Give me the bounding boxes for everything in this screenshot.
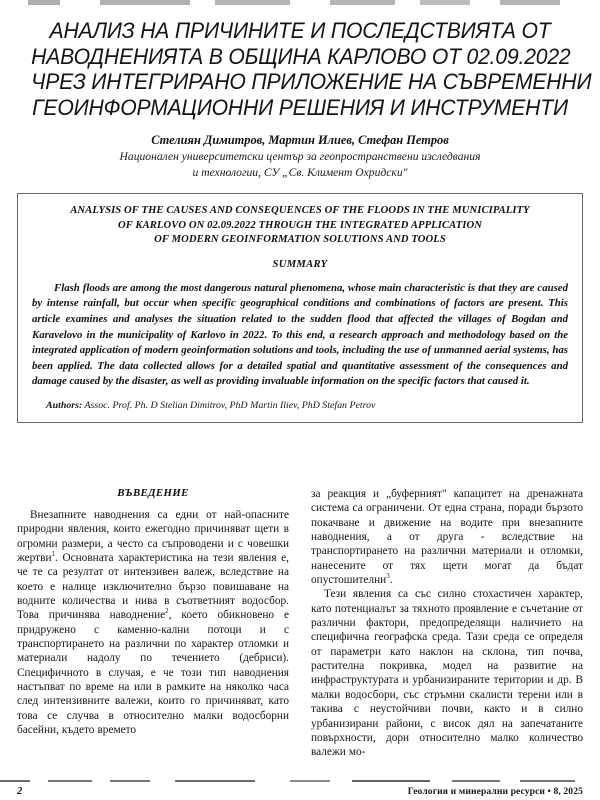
left-para-part-3: , което обикновено е придружено с каменно-кални потоци и с транспортирането на различни по характер отломки и материали надолу по течението (дебриси). Специфичното в случая, е че този тип наводнения настъпват по време на или в рамките на няколко часа след интензивните валежи, които го причиняват, като това се случва в относително малки водосборни басейни, където времето — [17, 609, 289, 737]
abstract-authors-line — [32, 399, 568, 412]
page-footer — [17, 786, 583, 797]
left-para-part-1: Внезапните наводнения са едни от най-опасните природни явления, които ежегодно причиняват щети в огромни размери, а често са съпроводени и с човешки жертви — [17, 509, 289, 565]
section-heading-introduction: ВЪВЕДЕНИЕ — [117, 487, 189, 499]
footnote-ref-2: 2 — [165, 607, 169, 616]
footnote-ref-1: 1 — [51, 550, 55, 559]
author-affiliation-line-1: Национален университетски център за геопространствени изследвания — [119, 150, 481, 163]
title-line-3: ЧРЕЗ ИНТЕГРИРАНО ПРИЛОЖЕНИЕ НА СЪВРЕМЕННИ — [31, 69, 592, 94]
scan-artifact-top-edge — [0, 0, 600, 5]
abstract-body-text: Flash floods are among the most dangerous natural phenomena, whose main characteristic is that they are caused by intense rainfall, but occur when specific geographical conditions and combinations of factors are present. This article examines and analyses the situation related to the sudden flood that affected the villages of Bogdan and Karavelovo in the municipality of Karlovo in 2022. To this end, a research approach and methodology based on the integrated application of modern geoinformation solutions and tools, including the use of unmanned aerial systems, has been applied. The data collected allows for a detailed spatial and quantitative assessment of the consequences and damage caused by the disaster, as well as providing invaluable information on the specific factors that caused it. — [32, 281, 568, 388]
title-line-2: НАВОДНЕНИЯТА В ОБЩИНА КАРЛОВО ОТ 02.09.2022 — [31, 43, 571, 69]
abstract-authors-value: Assoc. Prof. Ph. D Stelian Dimitrov, PhD Martin Iliev, PhD Stefan Petrov — [82, 399, 376, 411]
right-column-paragraph-1: за реакция и „буферният" капацитет на дренажната система са ограничени. От една страна, поради бързото покачване и движение на водите при внезапните наводнения, а от друга - вследствие на транспортирането на различни материали и отломки, нанесените от тях щети могат да бъдат опустошителни$^3$. — [311, 488, 583, 587]
left-para-part-2: . Основната характеристика на тези явления е, че те са резултат от интензивен валеж, вследствие на което е налице изключително бързо повишаване на водните количества и нива в съответният водосбор. Това причинява наводнение — [17, 552, 289, 622]
footnote-ref-3: 3 — [386, 572, 390, 581]
footer-page-number: 2 — [17, 786, 23, 797]
abstract-title-line-3: OF MODERN GEOINFORMATION SOLUTIONS AND TOOLS — [154, 234, 446, 246]
right-para-part-1: за реакция и „буферният" капацитет на дренажната система са ограничени. От една страна, поради бързото покачване и движение на водите при внезапните наводнения, а от друга - вследствие на транспортирането на различни материали и отломки, нанесените от тях щети могат да бъдат опустошителни — [311, 488, 583, 587]
author-affiliation-line-2: и технологии, СУ „Св. Климент Охридски" — [192, 166, 408, 179]
abstract-title-line-2: OF KARLOVO ON 02.09.2022 THROUGH THE INTEGRATED APPLICATION — [117, 219, 483, 231]
author-block — [0, 132, 600, 180]
abstract-box — [17, 193, 583, 423]
abstract-summary-label: SUMMARY — [272, 258, 328, 270]
left-column-paragraph-1 — [17, 508, 289, 738]
body-columns — [17, 487, 583, 760]
left-column — [17, 487, 289, 760]
title-line-1: АНАЛИЗ НА ПРИЧИНИТЕ И ПОСЛЕДСТВИЯТА ОТ — [49, 18, 551, 43]
abstract-title-line-1: ANALYSIS OF THE CAUSES AND CONSEQUENCES OF THE FLOODS IN THE MUNICIPALITY — [70, 205, 530, 216]
author-names: Стелиян Димитров, Мартин Илиев, Стефан Петров — [151, 133, 449, 147]
footer-divider — [0, 780, 600, 782]
right-column — [311, 487, 583, 760]
title-line-4: ГЕОИНФОРМАЦИОННИ РЕШЕНИЯ И ИНСТРУМЕНТИ — [32, 94, 568, 120]
footer-journal-reference: Геология и минерални ресурси • 8, 2025 — [407, 786, 583, 797]
article-title — [0, 0, 600, 120]
right-column-paragraph-2: Тези явления са със силно стохастичен характер, като потенциалът за тяхното проявление е съчетание от различни фактори, предопределящи наличието на специфична географска среда. Тази среда се определя от параметри като наклон на склона, тип почва, растителна покривка, модел на развитие на инфраструктурата и урбанизираните територии и др. В малки водосбори, със стръмни скалисти терени или в такива с неустойчиви почви, както и в силно урбанизирани райони, с висок дял на запечатаните повърхности, дори относително малко количество валежи мо- — [311, 588, 583, 759]
abstract-authors-label: Authors: — [46, 399, 83, 411]
